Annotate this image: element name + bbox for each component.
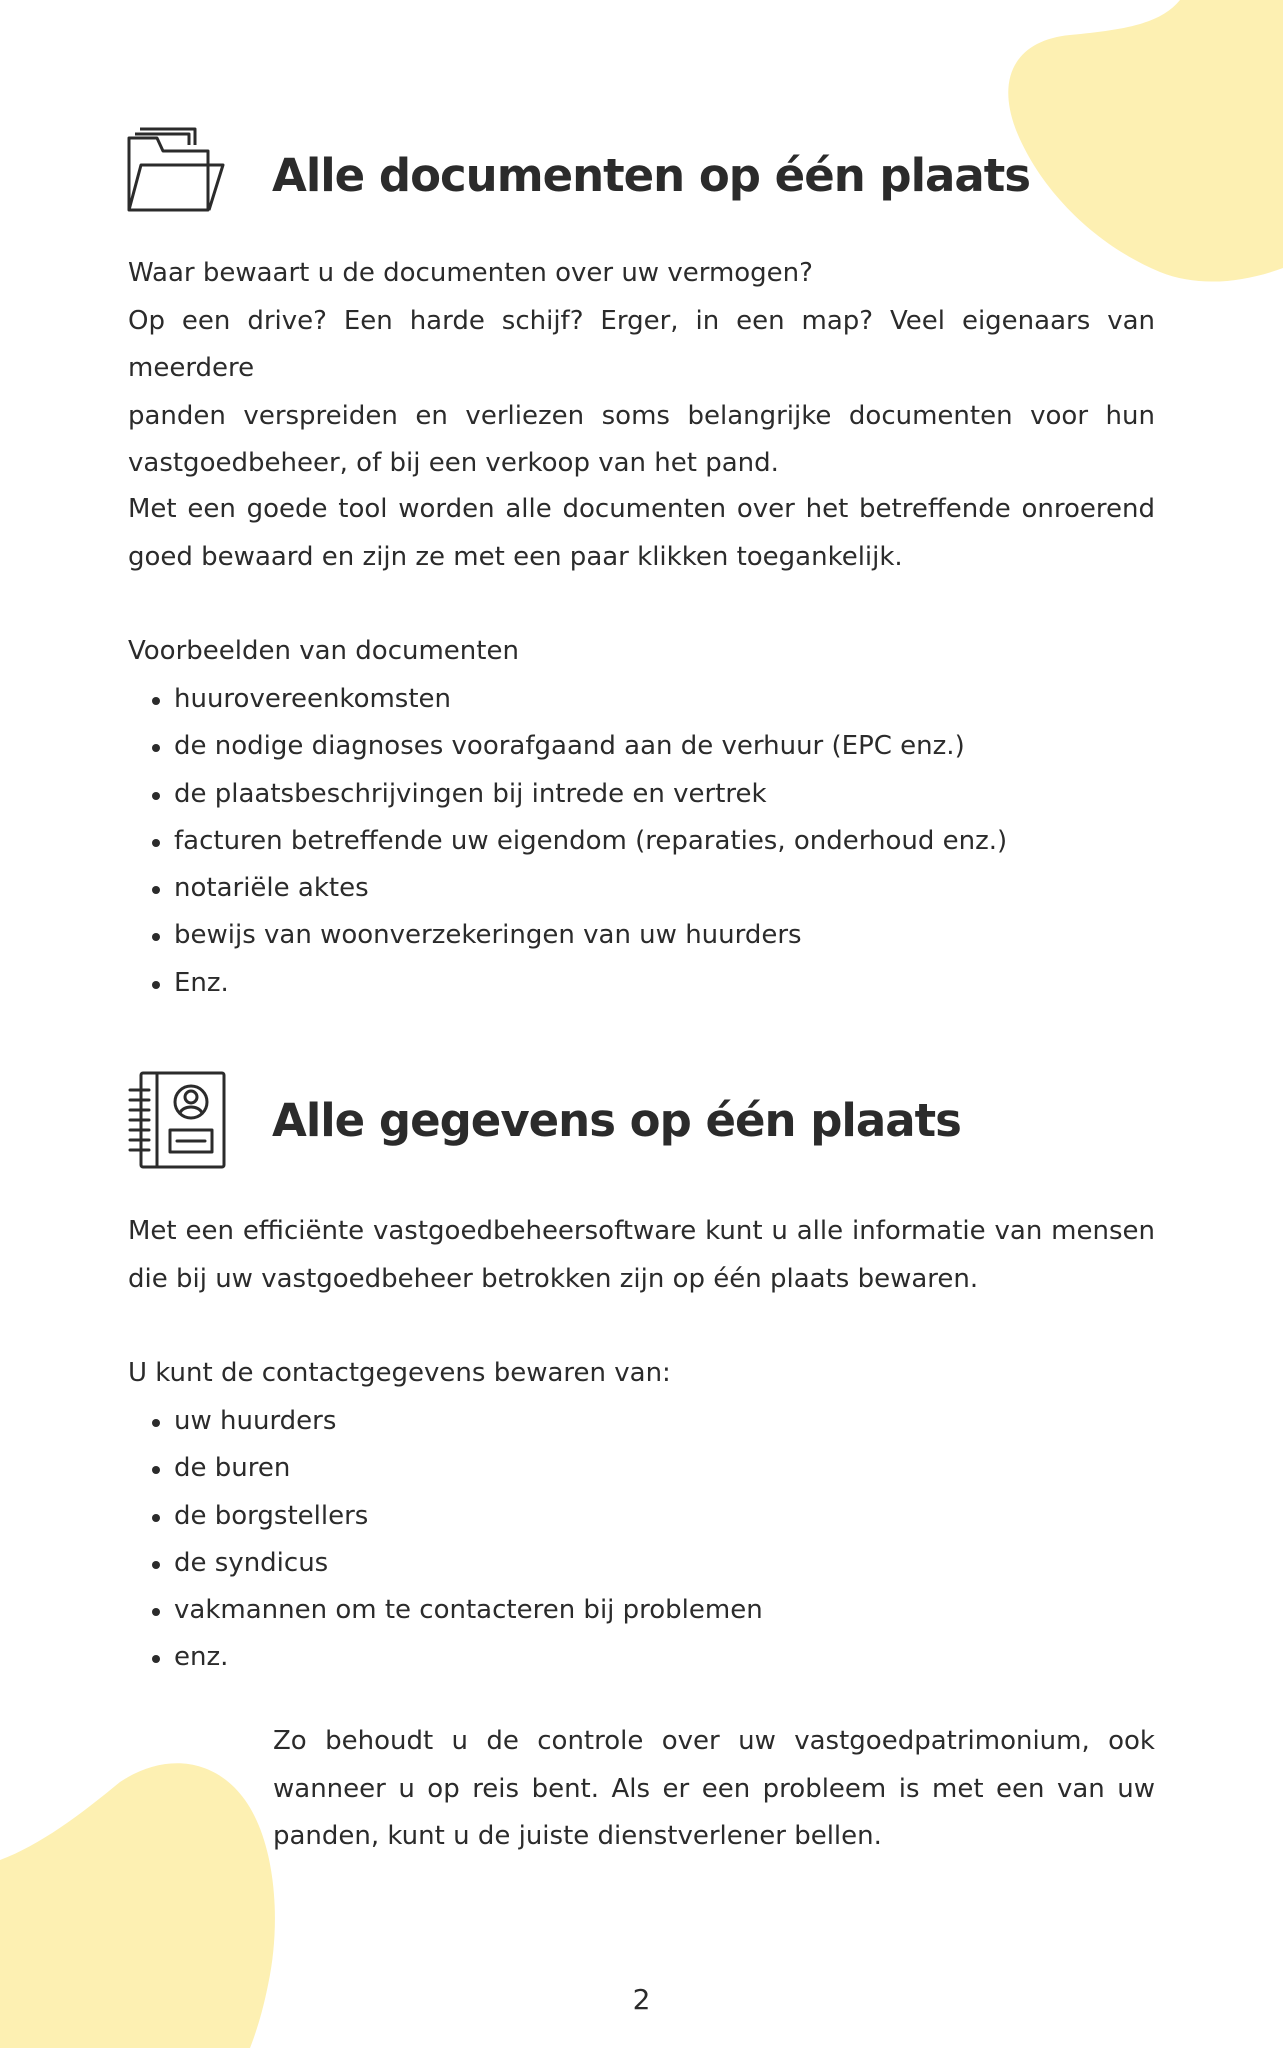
documents-examples-label: Voorbeelden van documenten [128, 636, 519, 666]
list-item: vakmannen om te contacteren bij problemen [128, 1587, 763, 1634]
documents-intro [128, 250, 1155, 488]
contacts-closing-line: wanneer u op reis bent. Als er een probleem is met een van uw [273, 1773, 1155, 1804]
documents-intro-line: panden verspreiden en verliezen soms belangrijke documenten voor hun [128, 400, 1155, 431]
section-documents-header [127, 125, 1030, 225]
list-item: enz. [128, 1634, 763, 1681]
folder-icon [127, 125, 227, 225]
top-right-blob-shape [1008, 0, 1283, 282]
list-item: uw huurders [128, 1398, 763, 1445]
section-contacts-title: Alle gegevens op één plaats [272, 1093, 961, 1147]
list-item: notariële aktes [128, 865, 1007, 912]
contact-book-icon [127, 1070, 227, 1170]
documents-tool-text [128, 486, 1155, 581]
contacts-list [128, 1398, 763, 1682]
contacts-closing-line: Zo behoudt u de controle over uw vastgoedpatrimonium, ook [273, 1726, 1155, 1756]
documents-intro-line: Op een drive? Een harde schijf? Erger, in een map? Veel eigenaars van meerdere [128, 305, 1155, 383]
list-item: Enz. [128, 960, 1007, 1007]
contacts-intro-line: die bij uw vastgoedbeheer betrokken zijn op één plaats bewaren. [128, 1263, 979, 1294]
section-documents-title: Alle documenten op één plaats [272, 148, 1031, 202]
list-item: de borgstellers [128, 1493, 763, 1540]
documents-tool-line: Met een goede tool worden alle documenten over het betreffende onroerend [128, 494, 1155, 524]
contacts-closing [273, 1718, 1155, 1861]
documents-intro-line: Waar bewaart u de documenten over uw vermogen? [128, 258, 813, 288]
top-right-blob [1000, 0, 1283, 285]
page-number: 2 [632, 1983, 651, 2016]
contacts-closing-line: panden, kunt u de juiste dienstverlener bellen. [273, 1821, 882, 1851]
list-item: bewijs van woonverzekeringen van uw huurders [128, 912, 1007, 959]
documents-tool-line: goed bewaard en zijn ze met een paar klikken toegankelijk. [128, 541, 903, 572]
documents-intro-line: vastgoedbeheer, of bij een verkoop van het pand. [128, 448, 779, 478]
contacts-intro-line: Met een efficiënte vastgoedbeheersoftware kunt u alle informatie van mensen [128, 1216, 1155, 1246]
list-item: de syndicus [128, 1540, 763, 1587]
list-item: de buren [128, 1445, 763, 1492]
documents-examples-list [128, 676, 1007, 1007]
list-item: de nodige diagnoses voorafgaand aan de verhuur (EPC enz.) [128, 723, 1007, 770]
section-contacts-header [127, 1070, 961, 1170]
list-item: huurovereenkomsten [128, 676, 1007, 723]
contacts-label: U kunt de contactgegevens bewaren van: [128, 1358, 671, 1388]
contacts-intro [128, 1208, 1155, 1303]
list-item: facturen betreffende uw eigendom (reparaties, onderhoud enz.) [128, 818, 1007, 865]
list-item: de plaatsbeschrijvingen bij intrede en vertrek [128, 771, 1007, 818]
